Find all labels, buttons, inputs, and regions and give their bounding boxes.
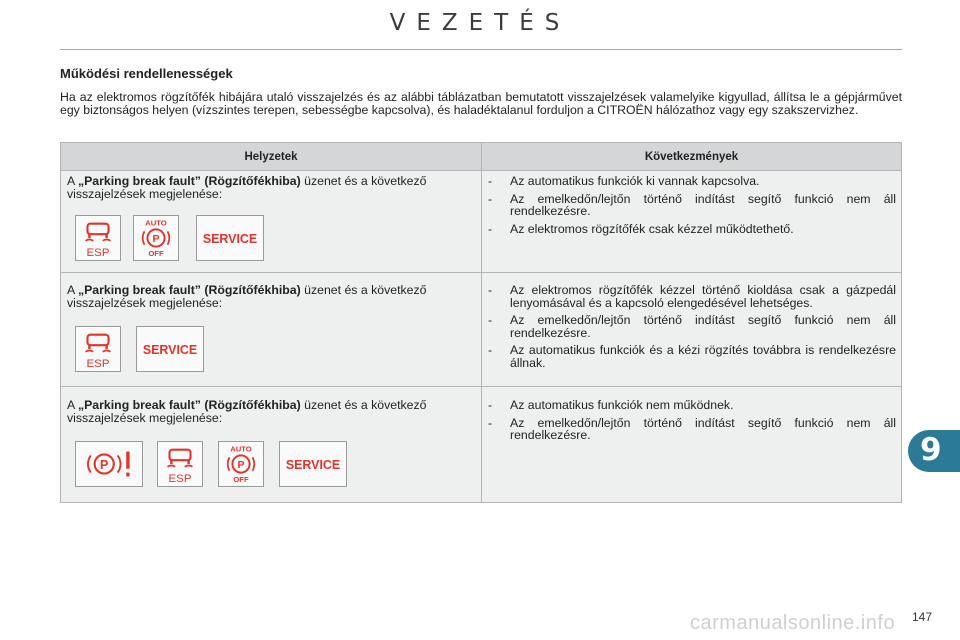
column-header-consequences: Következmények: [644, 151, 739, 163]
auto-p-off-icon: [218, 441, 264, 487]
svg-text:OFF: OFF: [148, 249, 164, 259]
page-number: 147: [912, 610, 933, 624]
esp-warning-icon: [75, 326, 121, 372]
svg-text:ESP: ESP: [168, 473, 192, 486]
list-item: - Az emelkedőn/lejtőn történő indítást segítő funkció nem áll rendelkezésre.: [488, 191, 896, 218]
svg-text:SERVICE: SERVICE: [202, 231, 258, 246]
service-icon: [196, 215, 264, 261]
svg-text:ESP: ESP: [86, 358, 110, 371]
esp-warning-icon: [157, 441, 203, 487]
list-item: - Az emelkedőn/lejtőn történő indítást segítő funkció nem áll rendelkezésre.: [488, 313, 896, 340]
svg-text:AUTO: AUTO: [145, 218, 167, 228]
page-title: VEZETÉS: [389, 10, 571, 36]
table-row-1-consequences: [488, 175, 896, 240]
list-item: - Az elektromos rögzítőfék kézzel történő kioldása csak a gázpedál lenyomásával és a kapcsoló elengedésével lehetséges.: [488, 283, 896, 310]
watermark: carmanualsonline.info: [690, 612, 896, 634]
svg-text:OFF: OFF: [233, 475, 249, 485]
fault-message: „Parking break fault” (Rögzítőfékhiba): [77, 398, 301, 412]
service-icon: [136, 326, 204, 372]
title-divider: [60, 49, 902, 50]
table-row-1-situation: A „Parking break fault” (Rögzítőfékhiba) üzenet és a következő visszajelzések megjelenése:: [67, 174, 427, 201]
svg-text:AUTO: AUTO: [230, 444, 252, 454]
esp-warning-icon: [75, 215, 121, 261]
table-row-3-situation: A „Parking break fault” (Rögzítőfékhiba) üzenet és a következő visszajelzések megjelenése:: [67, 398, 427, 425]
list-item: - Az elektromos rögzítőfék csak kézzel működtethető.: [488, 221, 794, 236]
auto-p-off-icon: [133, 215, 179, 261]
list-item: - Az emelkedőn/lejtőn történő indítást segítő funkció nem áll rendelkezésre.: [488, 415, 896, 442]
column-divider: [481, 143, 482, 502]
section-heading: Működési rendellenességek: [60, 66, 233, 81]
svg-text:SERVICE: SERVICE: [285, 457, 341, 472]
fault-table: [60, 142, 902, 503]
table-row-3-consequences: [488, 399, 896, 447]
chapter-number: 9: [920, 432, 942, 468]
table-row-2-consequences: [488, 284, 896, 374]
svg-text:P: P: [237, 458, 245, 471]
service-icon: [279, 441, 347, 487]
list-item: - Az automatikus funkciók nem működnek.: [488, 398, 734, 412]
row-divider: [61, 386, 901, 387]
list-item: - Az automatikus funkciók és a kézi rögzítés továbbra is rendelkezésre állnak.: [488, 343, 896, 370]
row-divider: [61, 272, 901, 273]
fault-message: „Parking break fault” (Rögzítőfékhiba): [77, 174, 301, 188]
svg-text:P: P: [100, 457, 109, 472]
intro-paragraph: Ha az elektromos rögzítőfék hibájára utaló visszajelzés és az alábbi táblázatban bemutatott visszajelzések valamelyike kigyullad, állítsa le a gépjárművet egy biztonságos helyen (vízszintes terepen, sebességbe kapcsolva), és haladéktalanul forduljon a CITROËN hálózathoz vagy egy szakszervizhez.: [60, 90, 902, 117]
svg-text:SERVICE: SERVICE: [142, 342, 198, 357]
svg-text:ESP: ESP: [86, 247, 110, 260]
column-header-situations: Helyzetek: [244, 151, 298, 163]
svg-text:P: P: [152, 232, 160, 245]
chapter-tab[interactable]: [908, 430, 960, 472]
fault-message: „Parking break fault” (Rögzítőfékhiba): [77, 283, 301, 297]
parking-brake-fault-icon: [75, 441, 143, 487]
list-item: - Az automatikus funkciók ki vannak kapcsolva.: [488, 174, 760, 188]
table-row-2-situation: A „Parking break fault” (Rögzítőfékhiba) üzenet és a következő visszajelzések megjelenése:: [67, 283, 427, 310]
